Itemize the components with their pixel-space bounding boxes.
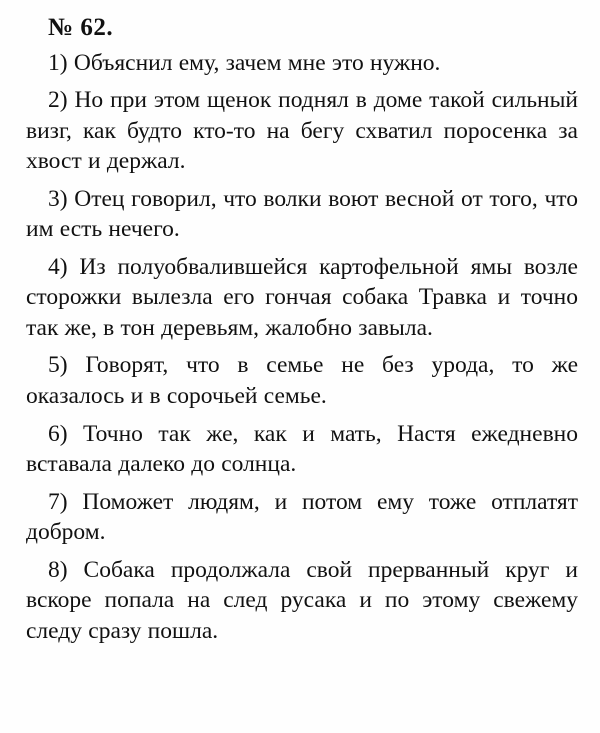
answer-item-6: 6) Точно так же, как и мать, Настя ежедневно вставала далеко до солнца. (26, 420, 578, 478)
answer-item-3: 3) Отец говорил, что волки воют весной от того, что им есть нечего. (26, 185, 578, 243)
answer-item-5: 5) Говорят, что в семье не без урода, то же оказалось и в сорочьей семье. (26, 352, 578, 409)
exercise-number: № 62. (48, 14, 114, 41)
answer-item-2: 2) Но при этом щенок поднял в доме такой сильный визг, как будто кто-то на бегу схватил поросенка за хвост и держал. (26, 87, 578, 175)
answer-item-1: 1) Объяснил ему, зачем мне это нужно. (48, 49, 441, 76)
answer-item-8: 8) Собака продолжала свой прерванный круг и вскоре попала на след русака и по этому свежему следу сразу пошла. (26, 556, 578, 644)
answer-item-4: 4) Из полуобвалившейся картофельной ямы возле сторожки вылезла его гончая собака Травка и точно так же, в тон деревьям, жалобно завыла. (26, 253, 578, 341)
answer-item-7: 7) Поможет людям, и потом ему тоже отплатят добром. (26, 488, 578, 546)
